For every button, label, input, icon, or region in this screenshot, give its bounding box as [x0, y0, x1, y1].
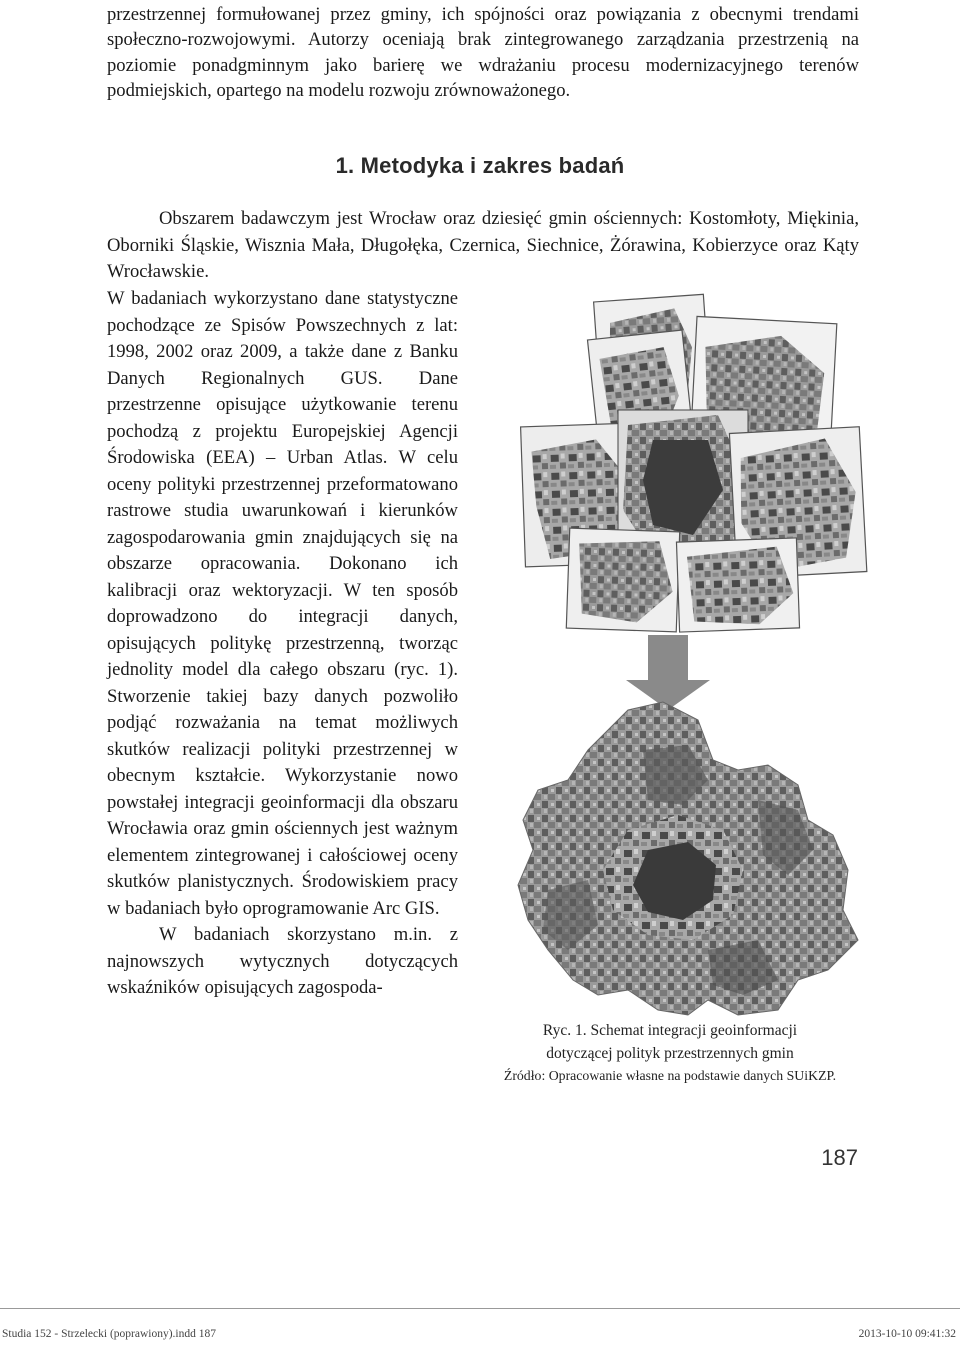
integrated-model-map — [518, 702, 858, 1015]
methodology-paragraph: W badaniach wykorzystano dane statystyczne pochodzące ze Spisów Powszechnych z lat: 1998, 2002 oraz 2009, a także dane z Banku Danych Regionalnych GUS. Dane przestrzenne opisujące użytkowanie terenu pochodzą z projektu Europejskiej Agencji Środowiska (EEA) – Urban Atlas. W celu oceny polityki przestrzennej przeformatowano rastrowe studia uwarunkowań i kierunków zagospodarowania gmin znajdujących się na obszarze opracowania. Dokonano ich kalibracji oraz wektoryzacji. W ten sposób doprowadzono do integracji danych, opisujących politykę przestrzenną, tworząc jednolity model dla całego obszaru (ryc. 1). Stworzenie takiej bazy danych pozwoliło podjąć rozważania na temat możliwych skutków realizacji polityki przestrzennej w obecnym kształcie. Wykorzystanie nowo powstałej integracji geoinformacji dla obszaru Wrocławia oraz gmin ościennych jest ważnym elementem zintegrowanej i całościowej oceny skutków planistycznych. Środowiskiem pracy w badaniach było oprogramowanie Arc GIS. — [107, 288, 458, 919]
caption-line-2: dotyczącej polityk przestrzennych gmin — [546, 1045, 794, 1062]
figure-integration-schema — [478, 290, 878, 1020]
methodology-column — [107, 286, 458, 1002]
footer-divider — [0, 1308, 960, 1309]
figure-source: Źródło: Opracowanie własne na podstawie danych SUiKZP. — [503, 1068, 837, 1083]
intro-paragraph: przestrzennej formułowanej przez gminy, ich spójności oraz powiązania z obecnymi trendami społeczno-rozwojowymi. Autorzy oceniają brak zintegrowanego zarządzania przestrzenią na poziomie ponadgminnym jako barierę we wdrażaniu procesu modernizacyjnego terenów podmiejskich, opartego na modelu rozwoju zrównoważonego. — [107, 4, 859, 101]
figure-caption — [470, 1019, 870, 1065]
section-heading: 1. Metodyka i zakres badań — [335, 153, 625, 178]
down-arrow-icon — [626, 635, 710, 710]
map-collage — [521, 294, 867, 632]
study-area-paragraph: Obszarem badawczym jest Wrocław oraz dziesięć gmin ościennych: Kostomłoty, Miękinia, Oborniki Śląskie, Wisznia Mała, Długołęka, Czernica, Siechnice, Żórawina, Kobierzyce oraz Kąty Wrocławskie. — [107, 208, 859, 282]
indicators-paragraph: W badaniach skorzystano m.in. z najnowszych wytycznych dotyczących wskaźników opisujących zagospoda- — [107, 924, 458, 998]
caption-line-1: Ryc. 1. Schemat integracji geoinformacji — [542, 1022, 798, 1039]
footer-timestamp: 2013-10-10 09:41:32 — [858, 1328, 956, 1340]
footer-file-info: Studia 152 - Strzelecki (poprawiony).indd 187 — [2, 1328, 216, 1340]
figure-graphic — [478, 290, 878, 1020]
page-number: 187 — [821, 1145, 858, 1170]
